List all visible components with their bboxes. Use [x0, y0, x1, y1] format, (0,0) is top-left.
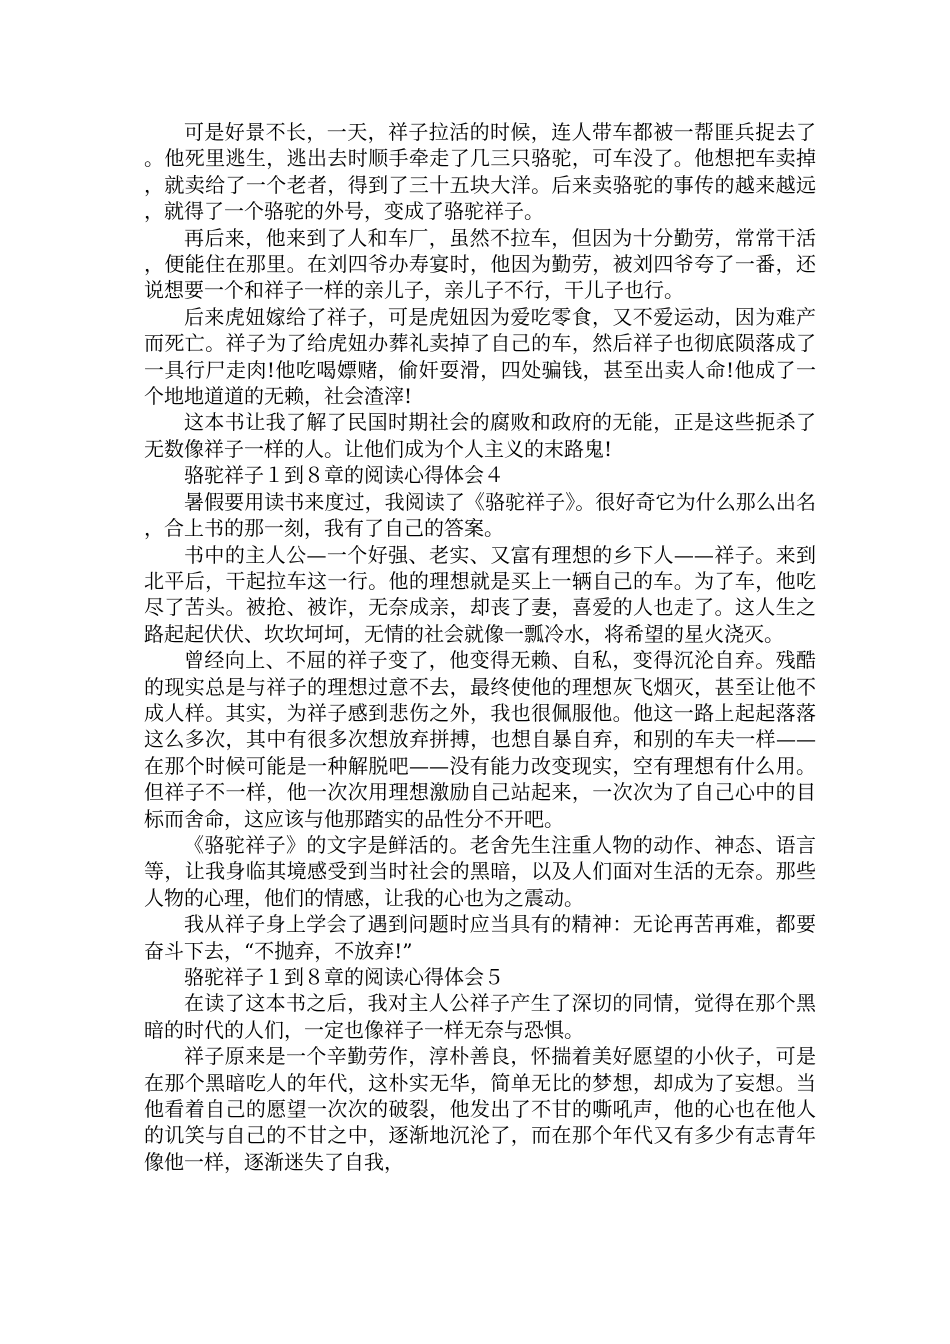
paragraph: 再后来，他来到了人和车厂，虽然不拉车，但因为十分勤劳，常常干活，便能住在那里。在刘四爷办寿宴时，他因为勤劳，被刘四爷夸了一番，还说想要一个和祥子一样的亲儿子，亲儿子不行，干儿子也行。 — [144, 225, 816, 303]
paragraph: 暑假要用读书来度过，我阅读了《骆驼祥子》。很好奇它为什么那么出名，合上书的那一刻，我有了自己的答案。 — [144, 489, 816, 541]
paragraph: 书中的主人公—一个好强、老实、又富有理想的乡下人——祥子。来到北平后，干起拉车这一行。他的理想就是买上一辆自己的车。为了车，他吃尽了苦头。被抢、被诈，无奈成亲，却丧了妻，喜爱的人也走了。这人生之路起起伏伏、坎坎坷坷，无情的社会就像一瓢冷水，将希望的星火浇灭。 — [144, 542, 816, 646]
document-body — [144, 119, 816, 1175]
paragraph: 后来虎妞嫁给了祥子，可是虎妞因为爱吃零食，又不爱运动，因为难产而死亡。祥子为了给虎妞办葬礼卖掉了自己的车，然后祥子也彻底陨落成了一具行尸走肉!他吃喝嫖赌，偷奸耍滑，四处骗钱，甚至出卖人命!他成了一个地地道道的无赖，社会渣滓! — [144, 304, 816, 409]
section-heading: 骆驼祥子１到８章的阅读心得体会５ — [184, 965, 504, 989]
paragraph: 这本书让我了解了民国时期社会的腐败和政府的无能，正是这些扼杀了无数像祥子一样的人。让他们成为个人主义的末路鬼! — [144, 410, 816, 461]
paragraph: 《骆驼祥子》的文字是鲜活的。老舍先生注重人物的动作、神态、语言等，让我身临其境感受到当时社会的黑暗，以及人们面对生活的无奈。那些人物的心理，他们的情感，让我的心也为之震动。 — [144, 832, 816, 910]
paragraph: 在读了这本书之后，我对主人公祥子产生了深切的同情，觉得在那个黑暗的时代的人们，一定也像祥子一样无奈与恐惧。 — [144, 991, 816, 1042]
paragraph: 祥子原来是一个辛勤劳作，淳朴善良，怀揣着美好愿望的小伙子，可是在那个黑暗吃人的年代，这朴实无华，简单无比的梦想，却成为了妄想。当他看着自己的愿望一次次的破裂，他发出了不甘的嘶吼声，他的心也在他人的讥笑与自己的不甘之中，逐渐地沉沦了，而在那个年代又有多少有志青年像他一样，逐渐迷失了自我， — [144, 1044, 816, 1174]
paragraph: 我从祥子身上学会了遇到问题时应当具有的精神：无论再苦再难，都要奋斗下去，“不抛弃，不放弃!” — [144, 912, 816, 963]
paragraph: 可是好景不长，一天，祥子拉活的时候，连人带车都被一帮匪兵捉去了。他死里逃生，逃出去时顺手牵走了几三只骆驼，可车没了。他想把车卖掉，就卖给了一个老者，得到了三十五块大洋。后来卖骆驼的事传的越来越远，就得了一个骆驼的外号，变成了骆驼祥子。 — [144, 120, 816, 224]
paragraph: 曾经向上、不屈的祥子变了，他变得无赖、自私，变得沉沦自弃。残酷的现实总是与祥子的理想过意不去，最终使他的理想灰飞烟灭，甚至让他不成人样。其实，为祥子感到悲伤之外，我也很佩服他。他这一路上起起落落这么多次，其中有很多次想放弃拼搏，也想自暴自弃，和别的车夫一样——在那个时候可能是一种解脱吧——没有能力改变现实，空有理想有什么用。但祥子不一样，他一次次用理想激励自己站起来，一次次为了自己心中的目标而舍命，这应该与他那踏实的品性分不开吧。 — [144, 648, 816, 831]
section-heading: 骆驼祥子１到８章的阅读心得体会４ — [184, 463, 504, 488]
